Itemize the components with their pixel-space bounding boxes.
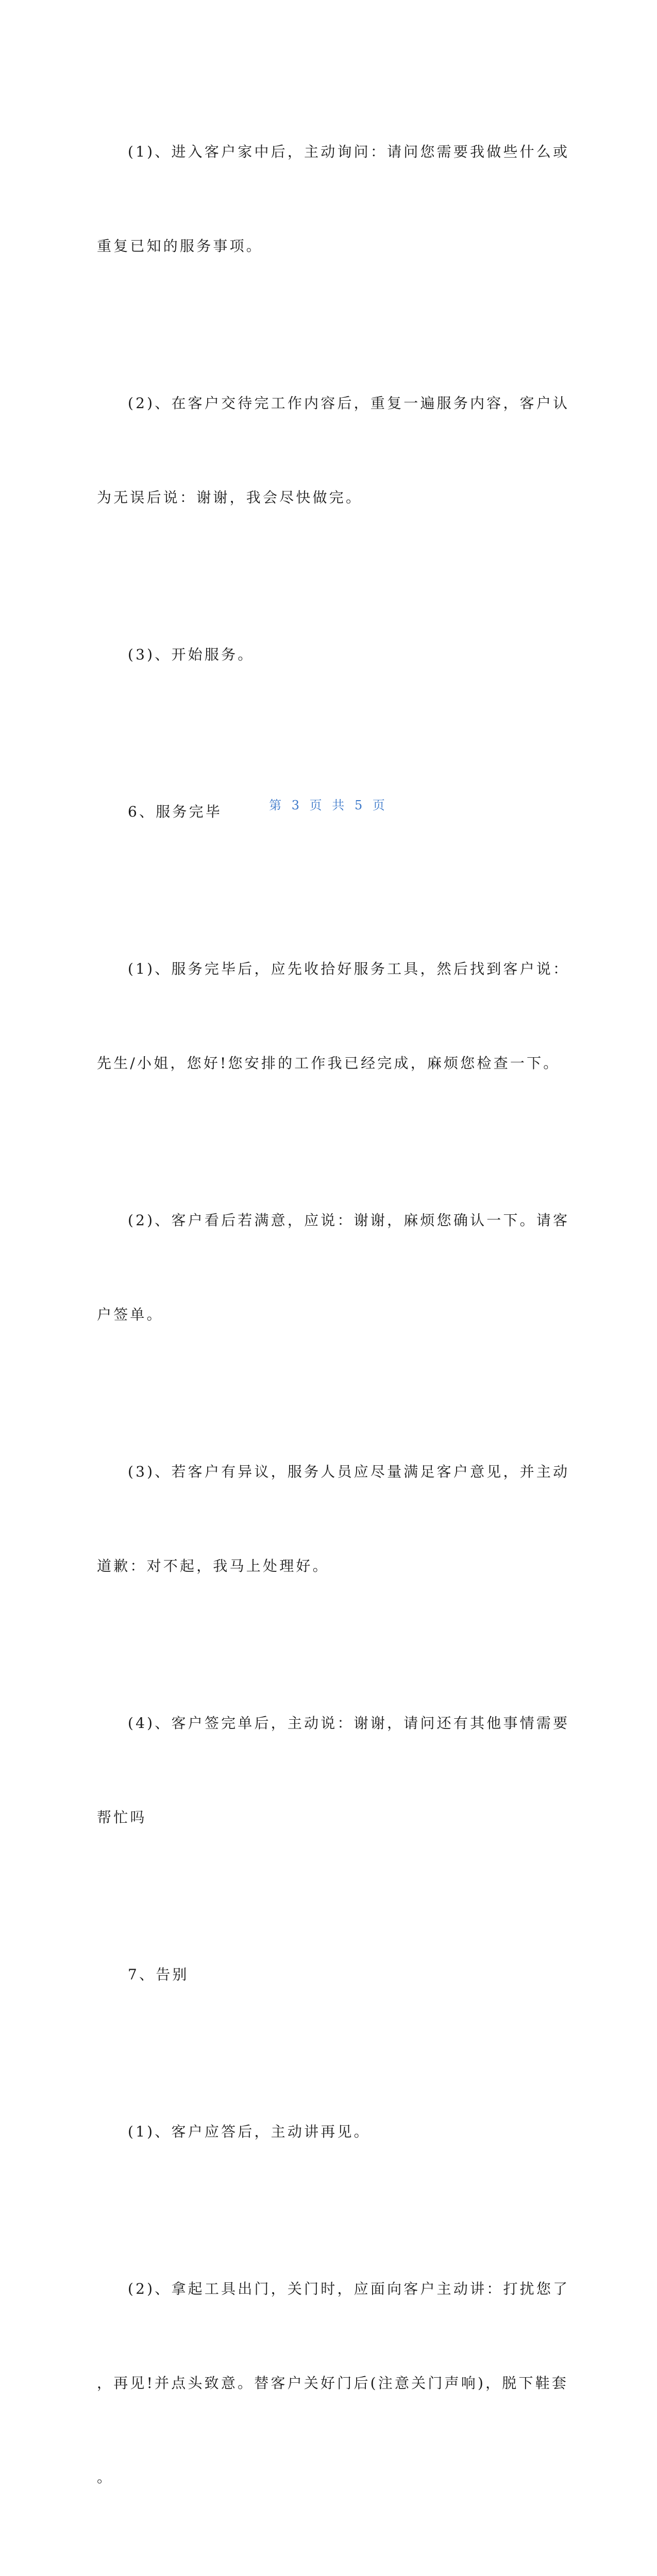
paragraph-6 [97,1393,570,1645]
text-line: 先生/小姐，您好!您安排的工作我已经完成，麻烦您检查一下。 [97,1055,560,1072]
section-heading-7 [97,1896,561,2053]
text-line: (2)、客户看后若满意，应说：谢谢，麻烦您确认一下。请客 [128,1212,570,1229]
text-line: 。 [97,2469,114,2486]
text-line: (1)、进入客户家中后，主动询问：请问您需要我做些什么或 [128,143,570,160]
text-line: (4)、客户签完单后，主动说：谢谢，请问还有其他事情需要 [128,1715,570,1732]
paragraph-1 [97,73,570,325]
document-body [97,73,570,2576]
text-line: 帮忙吗 [97,1809,147,1826]
heading-text: 6、服务完毕 [128,803,223,820]
text-line: 道歉：对不起，我马上处理好。 [97,1557,329,1574]
heading-text: 7、告别 [128,1966,189,1983]
paragraph-3 [97,576,561,733]
paragraph-7 [97,1645,570,1896]
text-line: 户签单。 [97,1306,163,1323]
paragraph-4 [97,890,570,1142]
paragraph-9 [97,2210,570,2556]
paragraph-8 [97,2053,561,2210]
text-line: (1)、客户应答后，主动讲再见。 [128,2123,370,2140]
text-line: 为无误后说：谢谢，我会尽快做完。 [97,489,363,506]
text-line: (1)、服务完毕后，应先收拾好服务工具，然后找到客户说： [128,960,570,977]
text-line: ，再见!并点头致意。替客户关好门后(注意关门声响)，脱下鞋套 [97,2375,569,2392]
section-heading-etiquette [97,2556,561,2576]
text-line: (2)、在客户交待完工作内容后，重复一遍服务内容，客户认 [128,395,570,412]
text-line: (2)、拿起工具出门，关门时，应面向客户主动讲：打扰您了 [128,2280,570,2297]
text-line: (3)、若客户有异议，服务人员应尽量满足客户意见，并主动 [128,1463,570,1480]
text-line: (3)、开始服务。 [128,646,255,663]
paragraph-2 [97,325,570,576]
paragraph-5 [97,1142,570,1393]
text-line: 重复已知的服务事项。 [97,238,263,255]
page-number-footer: 第 3 页 共 5 页 [269,798,388,812]
